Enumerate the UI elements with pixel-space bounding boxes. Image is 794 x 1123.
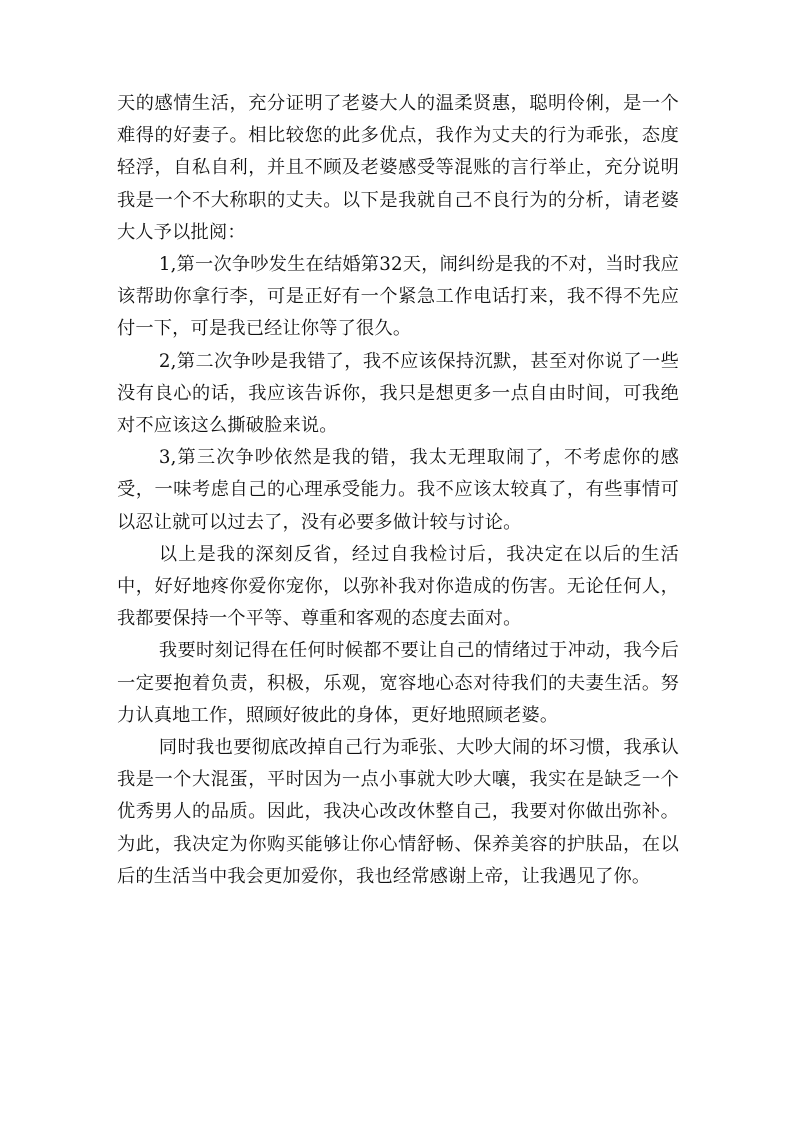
paragraph-conclusion: 同时我也要彻底改掉自己行为乖张、大吵大闹的坏习惯，我承认我是一个大混蛋，平时因为一点小事就大吵大嚷，我实在是缺乏一个优秀男人的品质。因此，我决心改改休整自己，我要对你做出弥补。为此，我决定为你购买能够让你心情舒畅、保养美容的护肤品，在以后的生活当中我会更加爱你，我也经常感谢上帝，让我遇见了你。 [117,737,679,887]
document-body [117,88,679,893]
paragraph-reflection: 以上是我的深刻反省，经过自我检讨后，我决定在以后的生活中，好好地疼你爱你宠你，以弥补我对你造成的伤害。无论任何人，我都要保持一个平等、尊重和客观的态度去面对。 [117,543,679,630]
paragraph-commitment: 我要时刻记得在任何时候都不要让自己的情绪过于冲动，我今后一定要抱着负责，积极，乐观，宽容地心态对待我们的夫妻生活。努力认真地工作，照顾好彼此的身体，更好地照顾老婆。 [117,640,679,726]
paragraph-item-3: 3,第三次争吵依然是我的错，我太无理取闹了，不考虑你的感受，一味考虑自己的心理承受能力。我不应该太较真了，有些事情可以忍让就可以过去了，没有必要多做计较与讨论。 [117,447,679,533]
paragraph-item-2: 2,第二次争吵是我错了，我不应该保持沉默，甚至对你说了一些没有良心的话，我应该告诉你，我只是想更多一点自由时间，可我绝对不应该这么撕破脸来说。 [117,350,679,437]
paragraph-intro: 天的感情生活，充分证明了老婆大人的温柔贤惠，聪明伶俐，是一个难得的好妻子。相比较您的此多优点，我作为丈夫的行为乖张，态度轻浮，自私自利，并且不顾及老婆感受等混账的言行举止，充分说明我是一个不大称职的丈夫。以下是我就自己不良行为的分析，请老婆大人予以批阅： [117,93,679,243]
paragraph-item-1: 1,第一次争吵发生在结婚第32天，闹纠纷是我的不对，当时我应该帮助你拿行李，可是正好有一个紧急工作电话打来，我不得不先应付一下，可是我已经让你等了很久。 [117,254,679,340]
